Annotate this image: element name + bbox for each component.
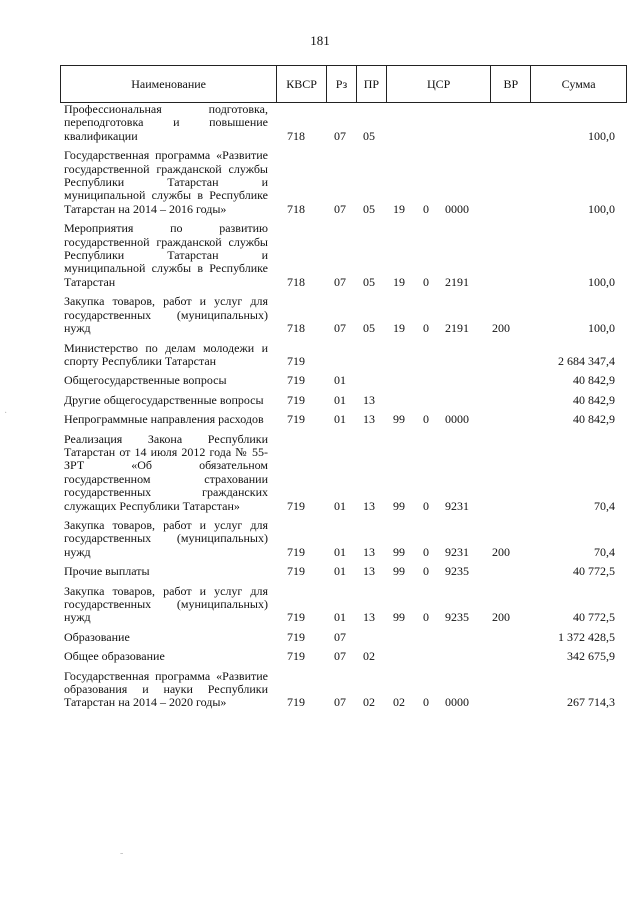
cell-pr: 13 bbox=[363, 412, 375, 427]
cell-sum: 40 772,5 bbox=[573, 610, 615, 625]
cell-kvsr: 719 bbox=[287, 649, 305, 664]
cell-vr: 200 bbox=[492, 610, 510, 625]
cell-csr-direction: 0000 bbox=[445, 201, 469, 216]
table-row bbox=[0, 394, 640, 407]
table-row bbox=[0, 295, 640, 335]
cell-csr-program: 99 bbox=[393, 412, 405, 427]
cell-pr: 05 bbox=[363, 201, 375, 216]
cell-rz: 01 bbox=[334, 544, 346, 559]
table-row bbox=[0, 519, 640, 559]
cell-pr: 13 bbox=[363, 610, 375, 625]
table-row bbox=[0, 650, 640, 663]
cell-csr-subprogram: 0 bbox=[423, 201, 429, 216]
table-row bbox=[0, 374, 640, 387]
cell-rz: 07 bbox=[334, 201, 346, 216]
cell-pr: 13 bbox=[363, 564, 375, 579]
cell-csr-subprogram: 0 bbox=[423, 274, 429, 289]
cell-pr: 02 bbox=[363, 695, 375, 710]
cell-name: Общегосударственные вопросы bbox=[64, 373, 227, 388]
cell-csr-program: 99 bbox=[393, 610, 405, 625]
cell-pr: 02 bbox=[363, 649, 375, 664]
header-sum: Сумма bbox=[561, 76, 596, 91]
cell-name: Закупка товаров, работ и услуг для государственных (муниципальных) нужд bbox=[64, 294, 268, 336]
cell-name: Государственная программа «Развитие образования и науки Республики Татарстан на 2014 – 2020 годы» bbox=[64, 668, 268, 710]
cell-kvsr: 719 bbox=[287, 695, 305, 710]
cell-name: Государственная программа «Развитие государственной гражданской службы Республики Татарстан и муниципальной службы в Республике Татарстан на 2014 – 2016 годы» bbox=[64, 148, 268, 216]
cell-sum: 100,0 bbox=[588, 274, 615, 289]
cell-csr-subprogram: 0 bbox=[423, 498, 429, 513]
cell-name: Образование bbox=[64, 629, 130, 644]
cell-csr-subprogram: 0 bbox=[423, 695, 429, 710]
cell-rz: 01 bbox=[334, 412, 346, 427]
table-header bbox=[60, 65, 627, 103]
cell-name: Министерство по делам молодежи и спорту Республики Татарстан bbox=[64, 340, 268, 368]
cell-csr-subprogram: 0 bbox=[423, 321, 429, 336]
cell-csr-program: 19 bbox=[393, 274, 405, 289]
header-vr: ВР bbox=[491, 66, 531, 102]
header-csr: ЦСР bbox=[387, 66, 492, 102]
table-row bbox=[0, 149, 640, 216]
cell-rz: 07 bbox=[334, 321, 346, 336]
cell-name: Другие общегосударственные вопросы bbox=[64, 392, 264, 407]
cell-name: Непрограммные направления расходов bbox=[64, 412, 264, 427]
cell-rz: 07 bbox=[334, 274, 346, 289]
cell-name: Закупка товаров, работ и услуг для государственных (муниципальных) нужд bbox=[64, 583, 268, 625]
cell-csr-direction: 9235 bbox=[445, 610, 469, 625]
cell-kvsr: 719 bbox=[287, 629, 305, 644]
cell-sum: 267 714,3 bbox=[567, 695, 615, 710]
cell-csr-direction: 2191 bbox=[445, 321, 469, 336]
cell-kvsr: 719 bbox=[287, 353, 305, 368]
cell-kvsr: 719 bbox=[287, 564, 305, 579]
cell-sum: 100,0 bbox=[588, 201, 615, 216]
cell-csr-subprogram: 0 bbox=[423, 544, 429, 559]
table-row bbox=[0, 631, 640, 644]
table-row bbox=[0, 342, 640, 369]
cell-csr-direction: 0000 bbox=[445, 412, 469, 427]
cell-csr-program: 19 bbox=[393, 321, 405, 336]
cell-vr: 200 bbox=[492, 321, 510, 336]
cell-sum: 100,0 bbox=[588, 321, 615, 336]
cell-rz: 07 bbox=[334, 128, 346, 143]
cell-rz: 01 bbox=[334, 373, 346, 388]
cell-csr-direction: 9231 bbox=[445, 498, 469, 513]
cell-rz: 07 bbox=[334, 695, 346, 710]
cell-kvsr: 718 bbox=[287, 201, 305, 216]
cell-rz: 01 bbox=[334, 610, 346, 625]
table-row bbox=[0, 433, 640, 513]
cell-csr-subprogram: 0 bbox=[423, 564, 429, 579]
cell-sum: 40 772,5 bbox=[573, 564, 615, 579]
table-row bbox=[0, 670, 640, 710]
cell-csr-subprogram: 0 bbox=[423, 610, 429, 625]
scan-mark: · bbox=[4, 408, 8, 419]
table-body bbox=[0, 103, 640, 716]
header-kvsr: КВСР bbox=[277, 66, 327, 102]
cell-pr: 05 bbox=[363, 321, 375, 336]
cell-name: Реализация Закона Республики Татарстан от 14 июля 2012 года № 55-ЗРТ «Об обязательном государственном страховании государственных гражданских служащих Республики Татарстан» bbox=[64, 431, 268, 513]
cell-pr: 13 bbox=[363, 392, 375, 407]
cell-pr: 05 bbox=[363, 274, 375, 289]
cell-sum: 1 372 428,5 bbox=[558, 629, 615, 644]
cell-kvsr: 719 bbox=[287, 610, 305, 625]
cell-csr-direction: 9231 bbox=[445, 544, 469, 559]
cell-name: Профессиональная подготовка, переподготовка и повышение квалификации bbox=[64, 102, 268, 143]
cell-sum: 70,4 bbox=[594, 498, 615, 513]
cell-name: Общее образование bbox=[64, 649, 165, 664]
cell-csr-program: 99 bbox=[393, 544, 405, 559]
cell-rz: 07 bbox=[334, 649, 346, 664]
cell-sum: 40 842,9 bbox=[573, 373, 615, 388]
cell-csr-direction: 9235 bbox=[445, 564, 469, 579]
page-number: 181 bbox=[310, 33, 330, 48]
cell-sum: 100,0 bbox=[588, 128, 615, 143]
cell-kvsr: 719 bbox=[287, 412, 305, 427]
cell-kvsr: 719 bbox=[287, 373, 305, 388]
cell-kvsr: 719 bbox=[287, 392, 305, 407]
table-row bbox=[0, 565, 640, 578]
cell-csr-program: 99 bbox=[393, 564, 405, 579]
cell-sum: 342 675,9 bbox=[567, 649, 615, 664]
cell-name: Мероприятия по развитию государственной гражданской службы Республики Татарстан и муниципальной службы в Республике Татарстан bbox=[64, 221, 268, 289]
cell-pr: 05 bbox=[363, 128, 375, 143]
header-rz: Рз bbox=[327, 66, 357, 102]
cell-rz: 07 bbox=[334, 629, 346, 644]
cell-name: Закупка товаров, работ и услуг для государственных (муниципальных) нужд bbox=[64, 517, 268, 559]
cell-sum: 40 842,9 bbox=[573, 392, 615, 407]
cell-sum: 2 684 347,4 bbox=[558, 353, 615, 368]
cell-csr-direction: 2191 bbox=[445, 274, 469, 289]
cell-name: Прочие выплаты bbox=[64, 564, 150, 579]
cell-rz: 01 bbox=[334, 392, 346, 407]
cell-sum: 70,4 bbox=[594, 544, 615, 559]
table-row bbox=[0, 103, 640, 143]
cell-kvsr: 719 bbox=[287, 544, 305, 559]
cell-csr-program: 02 bbox=[393, 695, 405, 710]
header-pr: ПР bbox=[357, 66, 387, 102]
cell-kvsr: 719 bbox=[287, 498, 305, 513]
cell-rz: 01 bbox=[334, 564, 346, 579]
scan-mark: - bbox=[120, 848, 124, 859]
table-row bbox=[0, 585, 640, 625]
cell-pr: 13 bbox=[363, 544, 375, 559]
cell-vr: 200 bbox=[492, 544, 510, 559]
cell-csr-program: 99 bbox=[393, 498, 405, 513]
cell-csr-direction: 0000 bbox=[445, 695, 469, 710]
cell-rz: 01 bbox=[334, 498, 346, 513]
cell-kvsr: 718 bbox=[287, 321, 305, 336]
table-row bbox=[0, 222, 640, 289]
cell-pr: 13 bbox=[363, 498, 375, 513]
cell-csr-subprogram: 0 bbox=[423, 412, 429, 427]
header-name: Наименование bbox=[61, 66, 277, 102]
cell-kvsr: 718 bbox=[287, 274, 305, 289]
cell-kvsr: 718 bbox=[287, 128, 305, 143]
table-row bbox=[0, 413, 640, 426]
cell-csr-program: 19 bbox=[393, 201, 405, 216]
cell-sum: 40 842,9 bbox=[573, 412, 615, 427]
